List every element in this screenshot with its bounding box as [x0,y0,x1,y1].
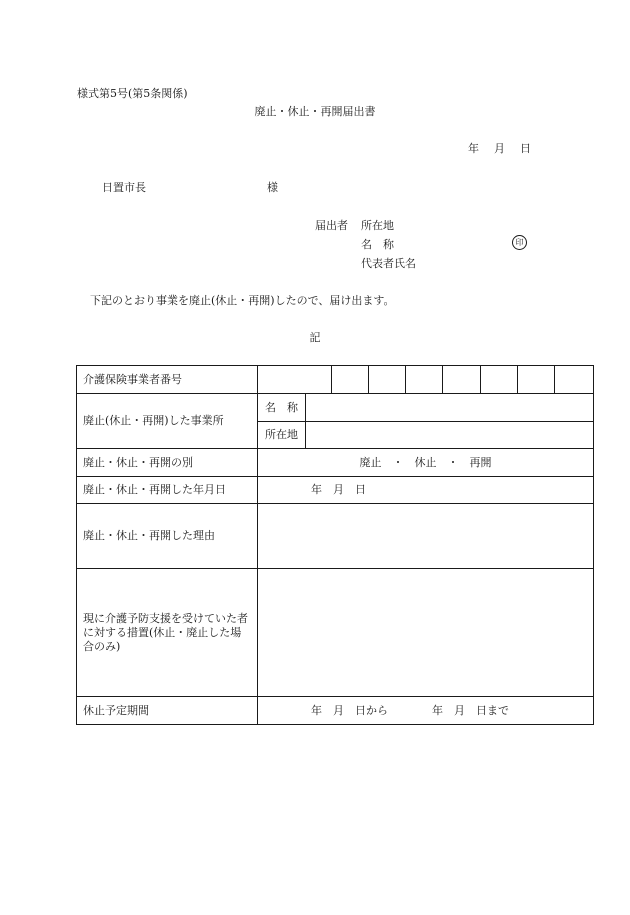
table-row [77,449,594,477]
table-row [77,366,594,394]
document-title: 廃止・休止・再開届出書 [254,105,376,118]
office-name-label: 名 称 [258,394,306,422]
table-row [77,504,594,569]
form-number: 様式第5号(第5条関係) [77,87,188,100]
submission-date [468,140,531,156]
provider-number-digit-4[interactable] [406,366,443,394]
seal-mark: 印 [512,235,527,250]
suspension-value[interactable]: 年 月 日から 年 月 日まで [258,697,594,725]
date-year-label: 年 [468,142,479,155]
reason-field[interactable] [258,504,594,569]
applicant-representative-label: 代表者氏名 [361,257,416,270]
reason-label: 廃止・休止・再開した理由 [77,504,258,569]
measures-field[interactable] [258,569,594,697]
type-value[interactable]: 廃止 ・ 休止 ・ 再開 [258,449,594,477]
office-name-field[interactable] [306,394,594,422]
applicant-name-label: 名 称 [361,238,394,251]
ki-heading: 記 [309,331,321,344]
table-row [77,569,594,697]
addressee-honorific: 様 [267,181,278,194]
table-row [77,697,594,725]
measures-label: 現に介護予防支援を受けていた者に対する措置(休止・廃止した場合のみ) [77,569,258,697]
office-label: 廃止(休止・再開)した事業所 [77,394,258,449]
table-row [77,477,594,504]
office-address-label: 所在地 [258,422,306,449]
date-label: 廃止・休止・再開した年月日 [77,477,258,504]
notification-table [76,365,594,725]
addressee-name: 日置市長 [102,181,146,194]
provider-number-digit-3[interactable] [369,366,406,394]
provider-number-digit-7[interactable] [518,366,555,394]
provider-number-digit-5[interactable] [443,366,481,394]
suspension-label: 休止予定期間 [77,697,258,725]
provider-number-label: 介護保険事業者番号 [77,366,258,394]
date-day-label: 日 [520,142,531,155]
date-month-label: 月 [494,142,505,155]
type-label: 廃止・休止・再開の別 [77,449,258,477]
office-address-field[interactable] [306,422,594,449]
applicant-label: 届出者 [315,219,348,232]
applicant-address-label: 所在地 [361,219,394,232]
table-row [77,394,594,422]
provider-number-digit-8[interactable] [555,366,594,394]
date-value[interactable]: 年 月 日 [258,477,594,504]
statement-text: 下記のとおり事業を廃止(休止・再開)したので、届け出ます。 [90,294,395,307]
provider-number-digit-6[interactable] [481,366,518,394]
provider-number-digit-2[interactable] [332,366,369,394]
applicant-block [315,216,416,273]
provider-number-digit-1[interactable] [258,366,332,394]
